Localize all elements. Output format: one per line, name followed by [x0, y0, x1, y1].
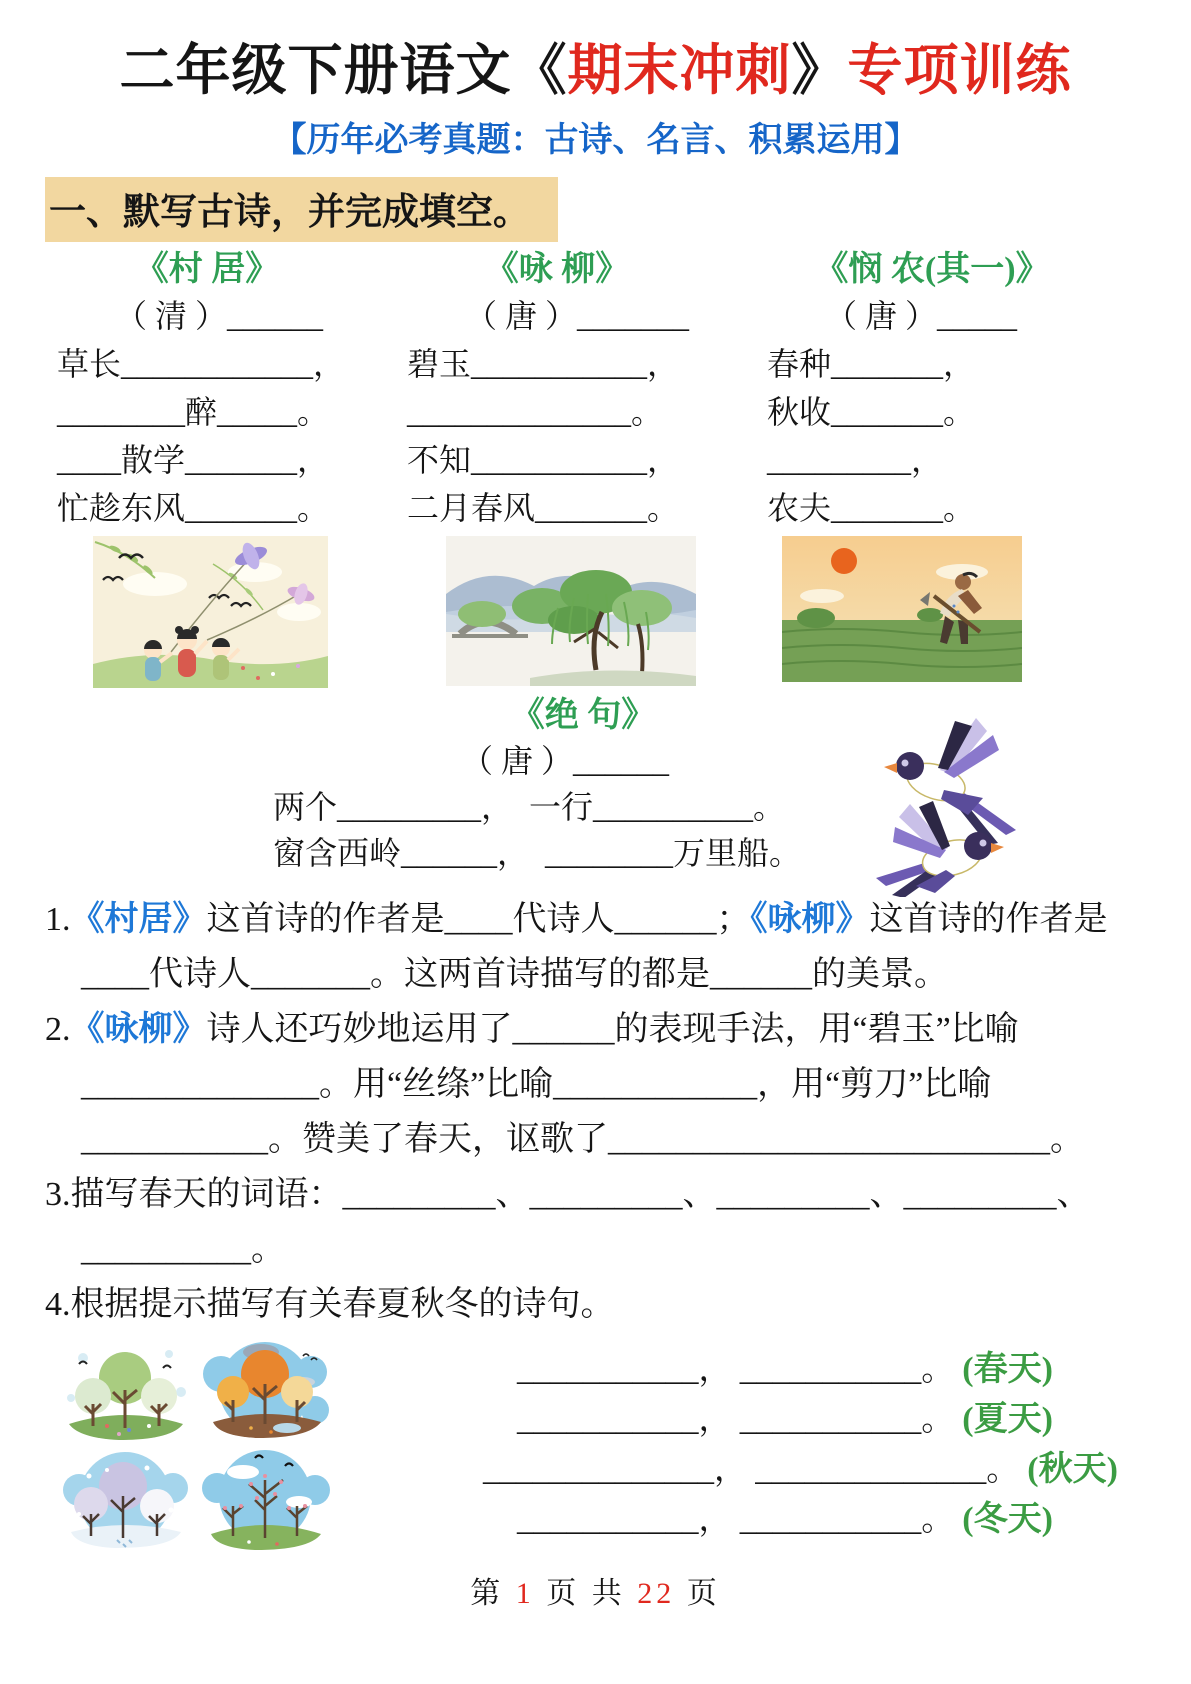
question-1-text2: 这首诗的作者是____代诗人_______。这两首诗描写的都是______的美景。 [81, 901, 1108, 993]
title-part-red2: 专项训练 [847, 40, 1072, 101]
season-line-summer [517, 1396, 1146, 1444]
footer-text: 第 [470, 1577, 516, 1610]
season-label-spring: (春天) [962, 1351, 1053, 1388]
poem-minnong-line: 春种_______， [767, 346, 976, 382]
footer-page-number: 1 [515, 1577, 535, 1610]
footer-text: 页 共 [534, 1577, 638, 1610]
poem-cunju-title: 《村 居》 [134, 251, 280, 288]
poem-yongliu-title: 《咏 柳》 [484, 251, 630, 288]
poem-yongliu [407, 248, 767, 532]
footer-total-pages: 22 [637, 1577, 676, 1610]
poem-ref-yongliu2: 《咏柳》 [70, 1011, 207, 1048]
poem-cunju-line: ________醉_____。 [57, 394, 330, 430]
poem-minnong-line: 农夫_______。 [767, 490, 976, 526]
poem-jueju-author-blank: （ 唐 ）______ [461, 743, 670, 779]
title-bracket-close: 》 [791, 40, 848, 101]
subtitle: 【历年必考真题：古诗、名言、积累运用】 [272, 122, 919, 159]
season-blank: ___________， ___________。 [517, 1352, 955, 1388]
season-blank: ______________， ______________。 [483, 1452, 1020, 1488]
season-spring-illustration [59, 1338, 193, 1446]
season-line-winter [517, 1496, 1146, 1544]
poem-jueju-title: 《绝 句》 [510, 697, 656, 734]
seasons-section [45, 1338, 1146, 1560]
question-3 [45, 1167, 1146, 1277]
poem-minnong-line: _________， [767, 442, 944, 478]
season-blossom-illustration [199, 1450, 333, 1558]
jueju-section [45, 694, 1146, 880]
question-1-number: 1. [45, 901, 71, 938]
willow-bridge-illustration [446, 536, 696, 686]
question-2-text: 诗人还巧妙地运用了______的表现手法，用“碧玉”比喻______________。用“丝绦”比喻____________，用“剪刀”比喻___________。赞美了春天，讴歌了__________________________。 [81, 1011, 1084, 1158]
poem-minnong-author-blank: （ 唐 ）_____ [825, 298, 1018, 334]
farmer-hoeing-illustration [782, 536, 1022, 682]
title-part-black: 二年级下册语文《 [119, 40, 568, 101]
season-blank: ___________， ___________。 [517, 1402, 955, 1438]
page-title [45, 38, 1146, 104]
poem-cunju-author-blank: （ 清 ）______ [115, 298, 324, 334]
questions-block [45, 892, 1146, 1332]
season-blank: ___________， ___________。 [517, 1502, 955, 1538]
poem-cunju [57, 248, 407, 532]
children-flying-kites-illustration [93, 536, 328, 688]
question-2-number: 2. [45, 1011, 71, 1048]
question-3-text: 描写春天的词语：_________、_________、_________、_________、__________。 [70, 1176, 1091, 1268]
poem-minnong [767, 248, 1146, 532]
poem-jueju-line: 窗含西岭______， ________万里船。 [273, 835, 802, 871]
magpie-top [884, 718, 1016, 845]
question-4 [45, 1277, 1146, 1332]
title-part-red: 期末冲刺 [567, 40, 792, 101]
poem-minnong-line: 秋收_______。 [767, 394, 976, 430]
footer-text: 页 [675, 1577, 721, 1610]
section-1-header: 一、默写古诗，并完成填空。 [45, 177, 558, 242]
season-answer-lines [349, 1338, 1146, 1560]
poem-illustrations-row [45, 536, 1146, 690]
poem-yongliu-line: ______________。 [407, 394, 664, 430]
poem-jueju [273, 694, 893, 876]
poem-yongliu-line: 碧玉___________， [407, 346, 680, 382]
question-4-text: 根据提示描写有关春夏秋冬的诗句。 [70, 1286, 615, 1323]
season-label-winter: (冬天) [962, 1501, 1053, 1538]
poem-cunju-line: 草长____________， [57, 346, 346, 382]
question-3-number: 3. [45, 1176, 71, 1213]
question-4-number: 4. [45, 1286, 71, 1323]
poem-yongliu-line: 不知___________， [407, 442, 680, 478]
poems-row [45, 248, 1146, 532]
season-winter-illustration [59, 1450, 193, 1558]
page-footer [45, 1568, 1146, 1612]
magpie-birds-illustration [848, 702, 1048, 897]
poem-cunju-line: 忙趁东风_______。 [57, 490, 330, 526]
seasons-illustrations-grid [59, 1338, 349, 1560]
poem-yongliu-line: 二月春风_______。 [407, 490, 680, 526]
season-label-autumn: (秋天) [1027, 1451, 1118, 1488]
question-1-text: 这首诗的作者是____代诗人______； [206, 901, 751, 938]
poem-yongliu-author-blank: （ 唐 ）_______ [465, 298, 690, 334]
poem-jueju-line: 两个_________， 一行__________。 [273, 789, 786, 825]
section-1-header-row [45, 177, 1146, 242]
season-autumn-illustration [199, 1338, 333, 1446]
season-label-summer: (夏天) [962, 1401, 1053, 1438]
poem-cunju-line: ____散学_______， [57, 442, 330, 478]
season-line-autumn [483, 1446, 1146, 1494]
season-line-spring [517, 1346, 1146, 1394]
poem-ref-cunju: 《村居》 [70, 901, 207, 938]
question-1 [45, 892, 1146, 1002]
question-2 [45, 1002, 1146, 1167]
poem-minnong-title: 《悯 农(其一)》 [814, 251, 1050, 288]
poem-ref-yongliu: 《咏柳》 [750, 901, 870, 938]
